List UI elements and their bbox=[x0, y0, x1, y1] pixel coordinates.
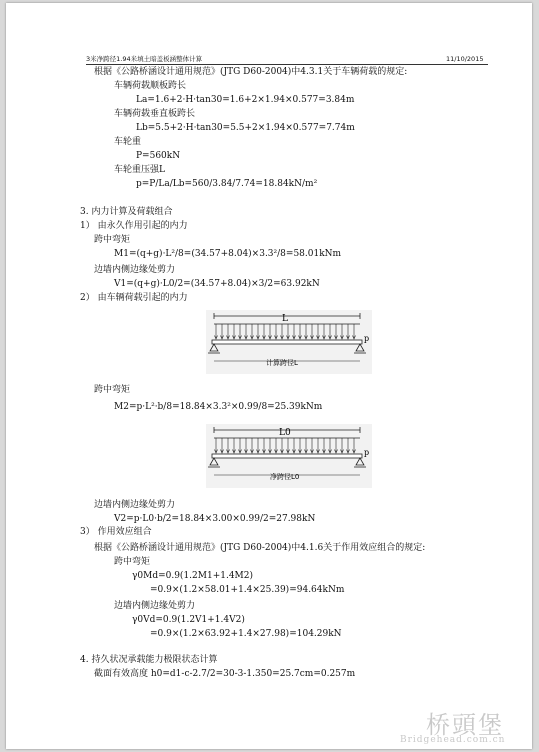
pin-support bbox=[210, 344, 218, 351]
text-line: 根据《公路桥涵设计通用规范》(JTG D60-2004)中4.3.1关于车辆荷载的规定: bbox=[94, 67, 408, 77]
load-diagram-svg bbox=[206, 424, 372, 488]
roller-support bbox=[356, 458, 364, 465]
section-heading: 4. 持久状况承载能力极限状态计算 bbox=[80, 655, 218, 665]
subsection-heading: 3） 作用效应组合 bbox=[80, 527, 152, 537]
header-title: 3米净跨径1.94米填土暗盖板涵整体计算 bbox=[86, 55, 203, 63]
formula-line: M2=p·L²·b/8=18.84×3.3²×0.99/8=25.39kNm bbox=[114, 402, 323, 412]
formula-line: Lb=5.5+2·H·tan30=5.5+2×1.94×0.577=7.74m bbox=[136, 123, 355, 133]
load-diagram-svg bbox=[206, 310, 372, 374]
formula-line: P=560kN bbox=[136, 151, 181, 161]
text-line: 边墙内侧边缘处剪力 bbox=[94, 500, 176, 510]
text-line: 跨中弯矩 bbox=[114, 557, 151, 567]
pin-support bbox=[210, 458, 218, 465]
span-caption: 计算跨径L bbox=[266, 359, 298, 367]
header-rule bbox=[86, 64, 488, 65]
section-heading: 3. 内力计算及荷载组合 bbox=[80, 207, 173, 217]
subsection-heading: 1） 由永久作用引起的内力 bbox=[80, 221, 188, 231]
text-line: 跨中弯矩 bbox=[94, 235, 131, 245]
text-line: 边墙内侧边缘处剪力 bbox=[94, 265, 176, 275]
formula-line: V1=(q+g)·L0/2=(34.57+8.04)×3/2=63.92kN bbox=[114, 279, 320, 289]
roller-support bbox=[356, 344, 364, 351]
span-label: L bbox=[282, 314, 288, 324]
watermark-url: Bridgehead.com.cn bbox=[400, 735, 506, 745]
formula-line: p=P/La/Lb=560/3.84/7.74=18.84kN/m² bbox=[136, 179, 318, 189]
document-page bbox=[6, 3, 532, 749]
text-line: 边墙内侧边缘处剪力 bbox=[114, 601, 196, 611]
formula-line: 截面有效高度 h0=d1-c-2.7/2=30-3-1.350=25.7cm=0.257m bbox=[94, 669, 356, 679]
formula-line: La=1.6+2·H·tan30=1.6+2×1.94×0.577=3.84m bbox=[136, 95, 355, 105]
formula-line: γ0Vd=0.9(1.2V1+1.4V2) bbox=[132, 615, 245, 625]
load-p-label: p bbox=[364, 448, 370, 457]
formula-line: M1=(q+g)·L²/8=(34.57+8.04)×3.3²/8=58.01kNm bbox=[114, 249, 342, 259]
header-date: 11/10/2015 bbox=[446, 55, 484, 63]
span-label: L0 bbox=[279, 428, 291, 438]
text-line: 车轮重 bbox=[114, 137, 142, 147]
load-diagram-clear-span bbox=[206, 424, 372, 488]
formula-line: γ0Md=0.9(1.2M1+1.4M2) bbox=[132, 571, 254, 581]
load-p-label: p bbox=[364, 334, 370, 343]
load-arrows bbox=[215, 324, 356, 339]
text-line: 车轮重压强L bbox=[114, 165, 165, 175]
load-arrows bbox=[215, 438, 356, 453]
subsection-heading: 2） 由车辆荷载引起的内力 bbox=[80, 293, 188, 303]
span-caption: 净跨径L0 bbox=[270, 473, 300, 481]
formula-line: V2=p·L0·b/2=18.84×3.00×0.99/2=27.98kN bbox=[114, 514, 316, 524]
beam bbox=[212, 340, 362, 344]
watermark-logo: 桥頭堡 bbox=[426, 711, 504, 739]
text-line: 根据《公路桥涵设计通用规范》(JTG D60-2004)中4.1.6关于作用效应组合的规定: bbox=[94, 543, 426, 553]
formula-line: =0.9×(1.2×58.01+1.4×25.39)=94.64kNm bbox=[150, 585, 345, 595]
text-line: 车辆荷载垂直板跨长 bbox=[114, 109, 196, 119]
text-line: 车辆荷载顺板跨长 bbox=[114, 81, 187, 91]
load-diagram-span bbox=[206, 310, 372, 374]
text-line: 跨中弯矩 bbox=[94, 385, 131, 395]
formula-line: =0.9×(1.2×63.92+1.4×27.98)=104.29kN bbox=[150, 629, 342, 639]
beam bbox=[212, 454, 362, 458]
